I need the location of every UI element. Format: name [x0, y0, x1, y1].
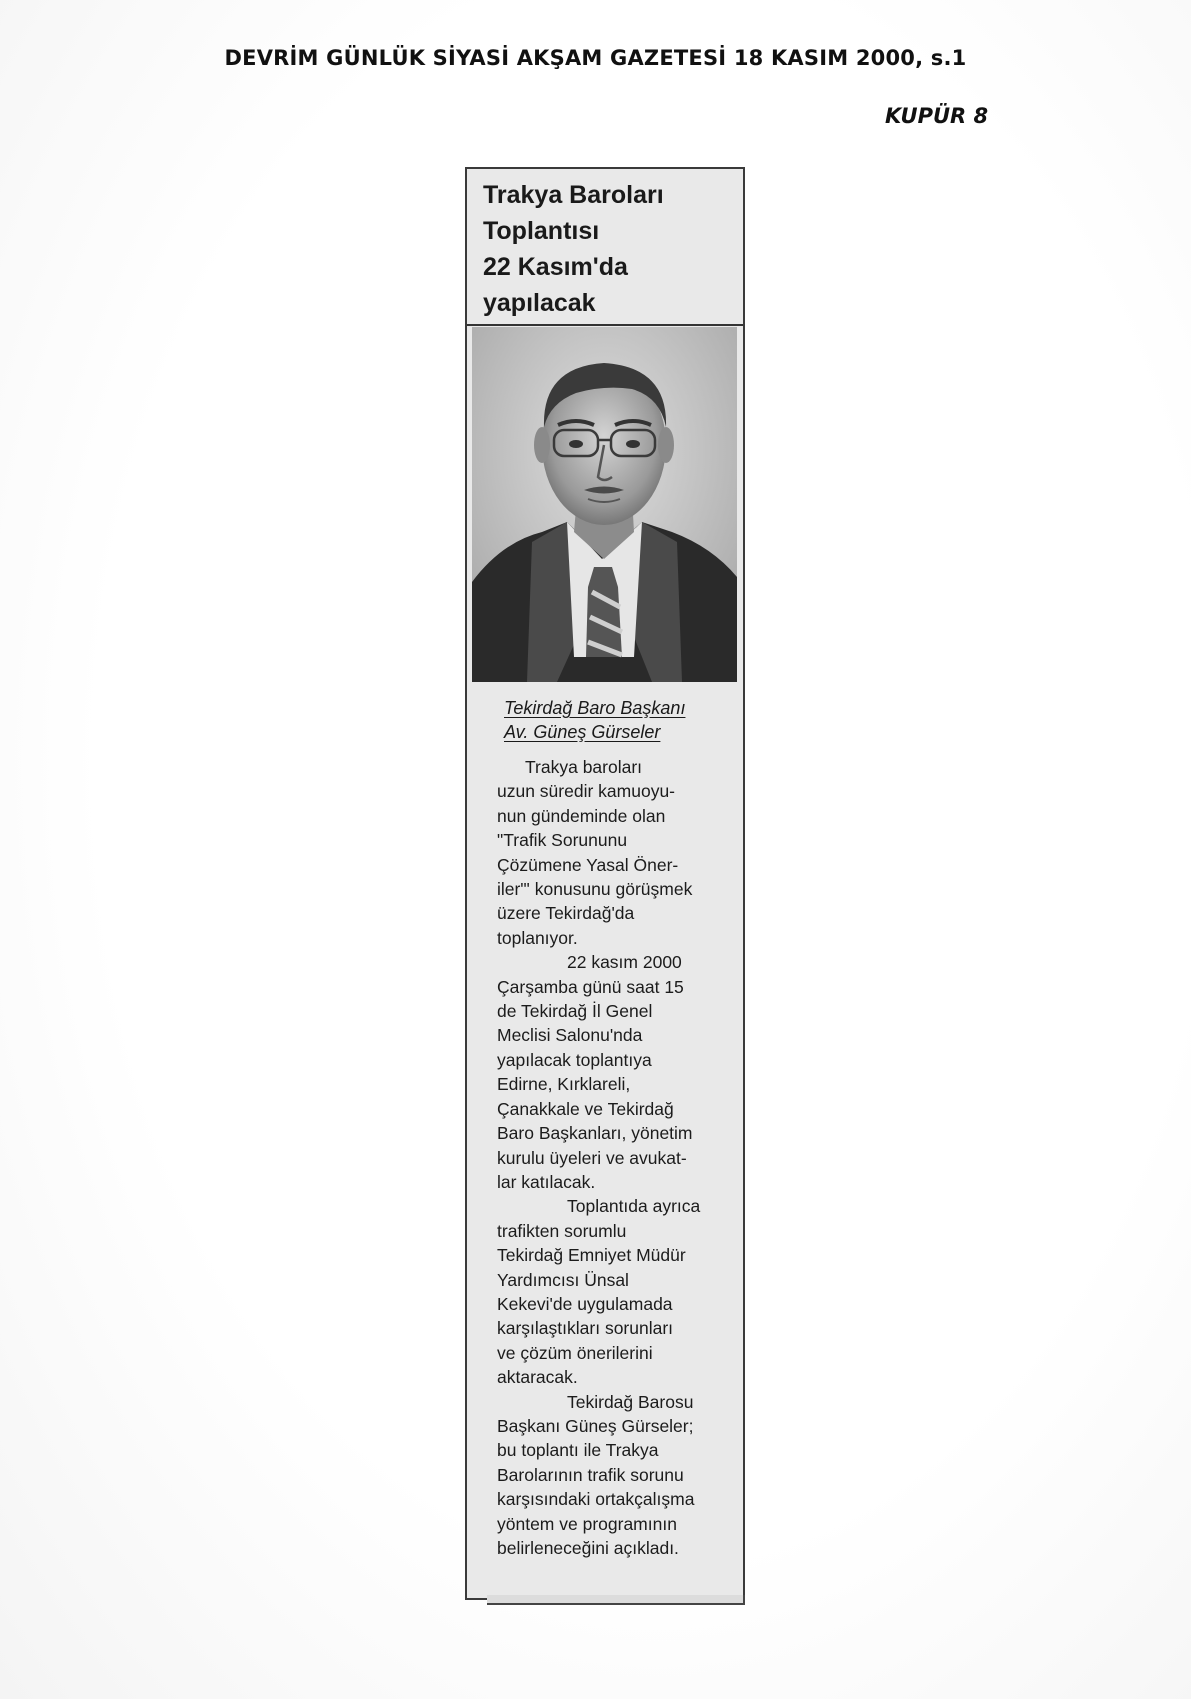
body-line: Trakya baroları — [525, 757, 643, 777]
body-line: toplanıyor. — [497, 927, 578, 948]
body-line: karşılaştıkları sorunları — [497, 1318, 674, 1339]
body-line: karşısındaki ortakçalışma — [497, 1489, 695, 1510]
headline-line: Trakya Baroları — [483, 181, 664, 209]
body-line: Başkanı Güneş Gürseler; — [497, 1415, 694, 1436]
body-line: nun gündeminde olan — [497, 805, 666, 826]
headline-line: Toplantısı — [483, 217, 600, 245]
body-line: Yardımcısı Ünsal — [497, 1269, 629, 1290]
clipping-number: KUPÜR 8 — [885, 104, 989, 128]
headline-line: 22 Kasım'da — [483, 253, 628, 281]
body-line: uzun süredir kamuoyu- — [497, 781, 675, 802]
article-body — [497, 755, 737, 1560]
body-line: Barolarının trafik sorunu — [497, 1464, 684, 1485]
body-line: Çözümene Yasal Öner- — [497, 854, 679, 875]
body-line: Tekirdağ Emniyet Müdür — [497, 1245, 686, 1266]
portrait-photo — [472, 327, 737, 682]
caption-line: Av. Güneş Gürseler — [504, 722, 661, 742]
photo-caption — [504, 696, 734, 744]
headline-line: yapılacak — [483, 289, 596, 317]
body-line: de Tekirdağ İl Genel — [497, 1001, 653, 1022]
body-line: Kekevi'de uygulamada — [497, 1293, 673, 1314]
body-line: Toplantıda ayrıca — [567, 1196, 701, 1217]
body-line: Çarşamba günü saat 15 — [497, 976, 684, 997]
body-line: yapılacak toplantıya — [497, 1049, 652, 1070]
body-line: ve çözüm önerilerini — [497, 1342, 653, 1363]
body-line: Tekirdağ Barosu — [567, 1391, 694, 1412]
body-line: Çanakkale ve Tekirdağ — [497, 1098, 674, 1119]
body-line: kurulu üyeleri ve avukat- — [497, 1147, 687, 1168]
body-line: lar katılacak. — [497, 1171, 596, 1192]
body-line: belirleneceğini açıkladı. — [497, 1538, 679, 1558]
headline-divider — [467, 324, 743, 326]
body-line: bu toplantı ile Trakya — [497, 1440, 659, 1461]
body-line: Edirne, Kırklareli, — [497, 1074, 631, 1095]
body-line: üzere Tekirdağ'da — [497, 903, 635, 924]
newspaper-header: DEVRİM GÜNLÜK SİYASİ AKŞAM GAZETESİ 18 KASIM 2000, s.1 — [224, 46, 967, 70]
body-line: 22 kasım 2000 — [567, 952, 682, 973]
article-headline — [483, 177, 733, 321]
body-line: iler"' konusunu görüşmek — [497, 879, 693, 900]
clipping-edge — [487, 1595, 745, 1605]
body-line: Baro Başkanları, yönetim — [497, 1123, 693, 1144]
body-line: Meclisi Salonu'nda — [497, 1025, 643, 1046]
body-line: yöntem ve programının — [497, 1513, 677, 1534]
body-line: trafikten sorumlu — [497, 1220, 627, 1241]
body-line: "Trafik Sorununu — [497, 830, 628, 851]
body-line: aktaracak. — [497, 1367, 578, 1388]
newspaper-clipping — [465, 167, 745, 1600]
caption-line: Tekirdağ Baro Başkanı — [504, 698, 686, 718]
